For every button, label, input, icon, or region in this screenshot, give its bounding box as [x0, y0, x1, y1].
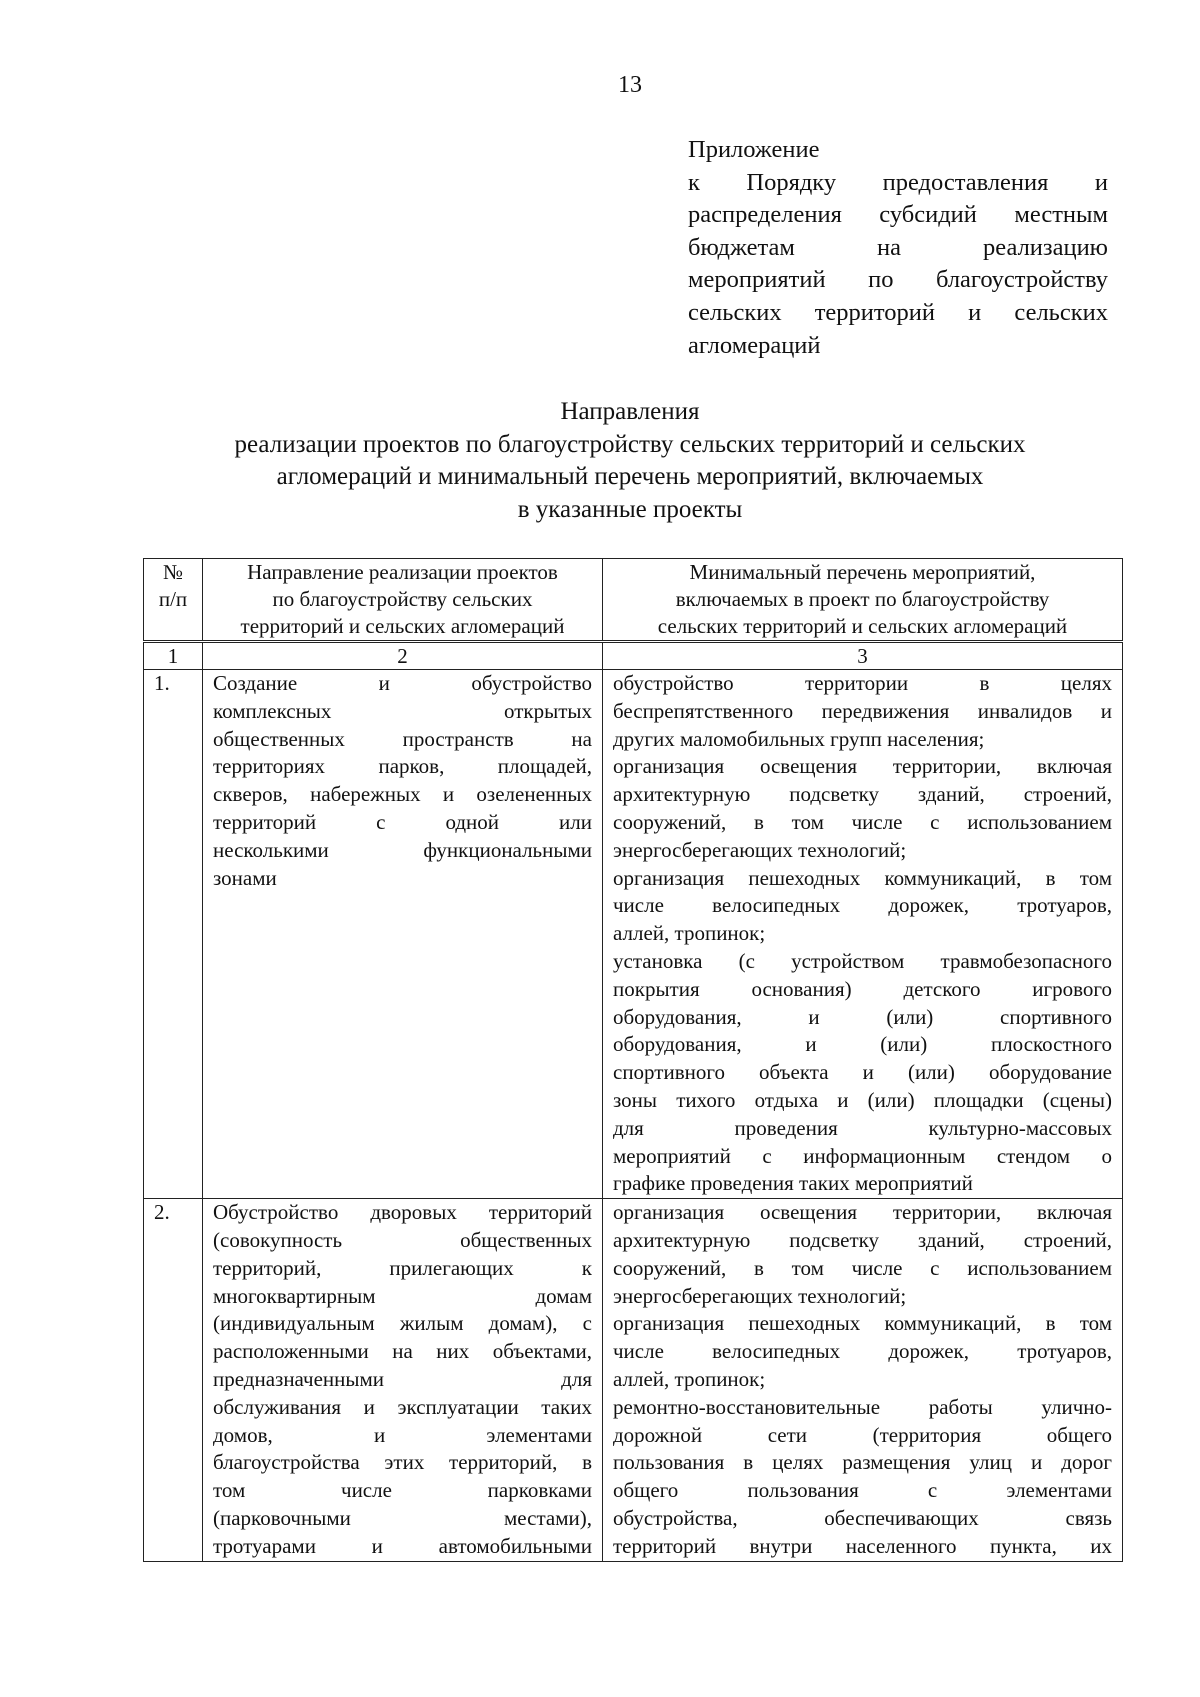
- table-row: [144, 670, 1123, 1199]
- cell-line: архитектурную подсветку зданий, строений,: [613, 1227, 1112, 1252]
- cell-line: обустройство территории в целях: [613, 671, 1112, 695]
- cell-line: энергосберегающих технологий;: [613, 1283, 907, 1308]
- row-number: 1.: [144, 670, 203, 1199]
- cell-line: расположенными на них объектами,: [213, 1339, 592, 1364]
- cell-line: зонами: [213, 865, 277, 890]
- cell-line: дорожной сети (территория общего: [613, 1422, 1112, 1447]
- cell-line: организация освещения территории, включая: [613, 1200, 1112, 1225]
- header-direction-line: по благоустройству сельских: [272, 587, 533, 611]
- row-minimum: [603, 1199, 1123, 1561]
- cell-line: энергосберегающих технологий;: [613, 837, 907, 862]
- header-direction-line: территорий и сельских агломераций: [240, 614, 565, 638]
- title-line: агломераций и минимальный перечень мероприятий, включаемых: [276, 463, 984, 490]
- cell-line: территорий с одной или: [213, 809, 592, 834]
- cell-line: сооружений, в том числе с использованием: [613, 809, 1112, 834]
- cell-line: числе велосипедных дорожек, тротуаров,: [613, 893, 1112, 918]
- appendix-line: бюджетам на реализацию: [688, 233, 1108, 261]
- cell-line: (совокупность общественных: [213, 1227, 592, 1252]
- cell-line: других маломобильных групп населения;: [613, 726, 985, 751]
- column-index-row: [144, 642, 1123, 670]
- title-line: в указанные проекты: [517, 495, 743, 523]
- cell-line: обустройства, обеспечивающих связь: [613, 1505, 1112, 1530]
- header-minimum-line: включаемых в проект по благоустройству: [675, 587, 1050, 611]
- cell-line: тротуарами и автомобильными: [213, 1533, 592, 1558]
- title-line: реализации проектов по благоустройству сельских территорий и сельских: [234, 430, 1026, 458]
- cell-line: многоквартирным домам: [213, 1283, 592, 1308]
- cell-line: ремонтно-восстановительные работы улично-: [613, 1394, 1112, 1419]
- cell-line: территориях парков, площадей,: [213, 754, 592, 779]
- cell-line: беспрепятственного передвижения инвалидов и: [613, 698, 1112, 723]
- cell-line: покрытия основания) детского игрового: [613, 976, 1112, 1001]
- cell-line: пользования в целях размещения улиц и дорог: [613, 1450, 1112, 1475]
- cell-line: оборудования, и (или) спортивного: [613, 1004, 1112, 1029]
- title-line: Направления: [560, 398, 700, 425]
- cell-line: организация освещения территории, включая: [613, 754, 1112, 779]
- cell-line: обслуживания и эксплуатации таких: [213, 1394, 592, 1419]
- cell-line: аллей, тропинок;: [613, 1366, 766, 1391]
- appendix-line: сельских территорий и сельских: [688, 298, 1108, 326]
- cell-line: (парковочными местами),: [213, 1505, 592, 1530]
- appendix-line: распределения субсидий местным: [688, 201, 1108, 229]
- appendix-line: Приложение: [688, 136, 820, 163]
- table-header-row: [144, 559, 1123, 642]
- cell-line: установка (с устройством травмобезопасного: [613, 948, 1112, 973]
- cell-line: Создание и обустройство: [213, 671, 592, 695]
- cell-line: аллей, тропинок;: [613, 921, 766, 946]
- cell-line: числе велосипедных дорожек, тротуаров,: [613, 1339, 1112, 1364]
- cell-line: предназначенными для: [213, 1366, 592, 1391]
- header-minimum: [603, 559, 1123, 642]
- cell-line: несколькими функциональными: [213, 837, 592, 862]
- cell-line: сооружений, в том числе с использованием: [613, 1255, 1112, 1280]
- cell-line: скверов, набережных и озелененных: [213, 782, 592, 807]
- row-direction: [203, 1199, 603, 1561]
- appendix-line: агломераций: [688, 331, 821, 359]
- document-title: [130, 396, 1130, 526]
- cell-line: домов, и элементами: [213, 1422, 592, 1447]
- cell-line: зоны тихого отдыха и (или) площадки (сцены): [613, 1087, 1112, 1112]
- row-minimum: [603, 670, 1123, 1199]
- cell-line: организация пешеходных коммуникаций, в том: [613, 865, 1112, 890]
- row-number: 2.: [144, 1199, 203, 1561]
- cell-line: благоустройства этих территорий, в: [213, 1450, 592, 1475]
- page-number: 13: [618, 72, 642, 98]
- cell-line: Обустройство дворовых территорий: [213, 1200, 592, 1225]
- cell-line: комплексных открытых: [213, 698, 592, 723]
- cell-line: архитектурную подсветку зданий, строений,: [613, 782, 1112, 807]
- cell-line: общественных пространств на: [213, 726, 592, 751]
- appendix-block: [688, 134, 1108, 362]
- header-direction: [203, 559, 603, 642]
- cell-line: мероприятий с информационным стендом о: [613, 1143, 1112, 1168]
- cell-line: оборудования, и (или) плоскостного: [613, 1032, 1112, 1057]
- cell-line: территорий внутри населенного пункта, их: [613, 1533, 1112, 1558]
- cell-line: спортивного объекта и (или) оборудование: [613, 1060, 1112, 1085]
- header-minimum-line: сельских территорий и сельских агломераций: [657, 614, 1068, 638]
- cell-line: графике проведения таких мероприятий: [613, 1171, 973, 1196]
- header-number: № п/п: [144, 559, 203, 642]
- cell-line: (индивидуальным жилым домам), с: [213, 1311, 592, 1336]
- header-minimum-line: Минимальный перечень мероприятий,: [689, 560, 1036, 584]
- header-direction-line: Направление реализации проектов: [247, 560, 558, 584]
- appendix-line: мероприятий по благоустройству: [688, 266, 1108, 294]
- cell-line: общего пользования с элементами: [613, 1478, 1112, 1503]
- cell-line: для проведения культурно-массовых: [613, 1115, 1112, 1140]
- row-direction: [203, 670, 603, 1199]
- column-index: 1: [144, 642, 203, 670]
- cell-line: организация пешеходных коммуникаций, в том: [613, 1311, 1112, 1336]
- table-row: [144, 1199, 1123, 1561]
- appendix-line: к Порядку предоставления и: [688, 168, 1108, 196]
- cell-line: том числе парковками: [213, 1478, 592, 1503]
- cell-line: территорий, прилегающих к: [213, 1255, 592, 1280]
- column-index: 2: [203, 642, 603, 670]
- measures-table: [143, 558, 1123, 1562]
- column-index: 3: [603, 642, 1123, 670]
